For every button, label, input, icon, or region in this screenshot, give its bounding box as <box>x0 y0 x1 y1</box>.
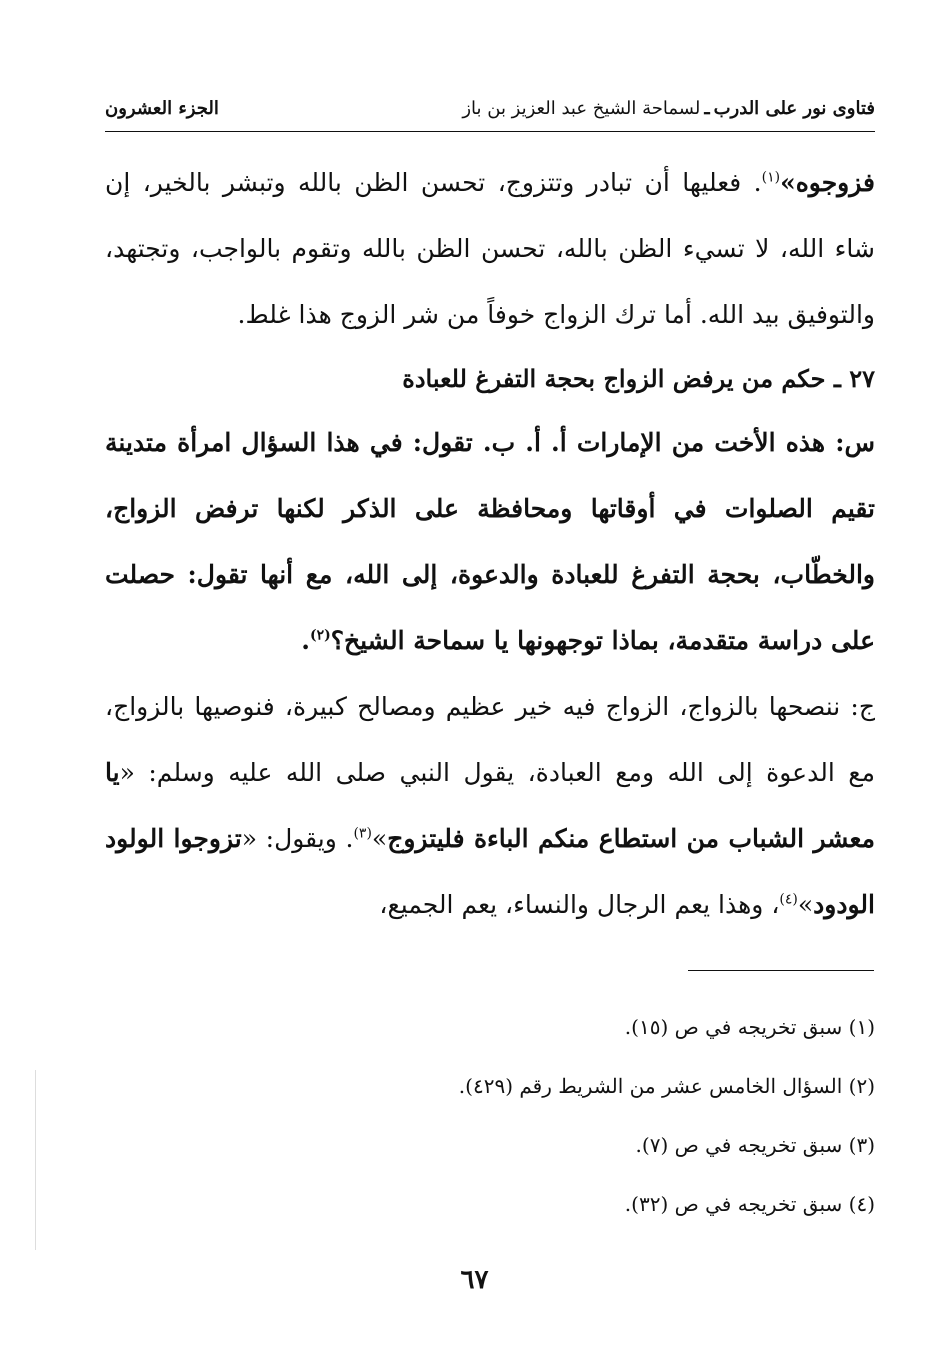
answer-text-3: ، وهذا يعم الرجال والنساء، يعم الجميع، <box>379 890 780 919</box>
question-paragraph <box>105 410 875 674</box>
volume-label: الجزء العشرون <box>105 98 219 119</box>
footnote-ref-2: (٢) <box>309 627 331 644</box>
footnote-ref-3: (٣) <box>353 825 372 842</box>
quote-end: فزوجوه» <box>780 168 875 197</box>
footnote-2: (٢) السؤال الخامس عشر من الشريط رقم (٤٢٩). <box>458 1074 875 1098</box>
answer-paragraph <box>105 674 875 938</box>
answer-text-1: ج: ننصحها بالزواج، الزواج فيه خير عظيم ومصالح كبيرة، فنوصيها بالزواج، مع الدعوة إلى الله ومع العبادة، يقول النبي صلى الله عليه وسلم: « <box>105 692 875 787</box>
header-volume <box>105 98 219 119</box>
question-label: س: <box>825 428 876 457</box>
footnote-3: (٣) سبق تخريجه في ص (٧). <box>635 1133 875 1157</box>
header-dash: ـ <box>704 98 710 119</box>
question-end: . <box>301 626 310 655</box>
footnote-ref-1: (١) <box>761 169 781 186</box>
intro-text: . فعليها أن تبادر وتتزوج، تحسن الظن بالله وتبشر بالخير، إن شاء الله، لا تسيء الظن بالله، تحسن الظن بالله وتقوم بالواجب، وتجتهد، والتوفيق بيد الله. أما ترك الزواج خوفاً من شر الزوج هذا غلط. <box>105 168 875 329</box>
main-text <box>105 150 875 938</box>
hadith-1-close: » <box>371 824 388 853</box>
footnote-separator <box>688 970 874 971</box>
running-header <box>105 92 875 132</box>
hadith-2-close: » <box>797 890 814 919</box>
footnote-4: (٤) سبق تخريجه في ص (٣٢). <box>624 1192 875 1216</box>
hadith-2: تزوجوا الولود الودود <box>105 824 875 919</box>
hadith-1: يا معشر الشباب من استطاع منكم الباءة فليتزوج <box>105 758 875 853</box>
section-heading: ٢٧ ـ حكم من يرفض الزواج بحجة التفرغ للعبادة <box>402 364 875 393</box>
footnotes <box>105 998 875 1234</box>
book-title: فتاوى نور على الدرب <box>713 98 875 119</box>
footnote-ref-4: (٤) <box>779 891 798 908</box>
answer-text-2: . ويقول: « <box>241 824 354 853</box>
intro-paragraph <box>105 150 875 348</box>
question-text: هذه الأخت من الإمارات أ. أ. ب. تقول: في هذا السؤال امرأة متدينة تقيم الصلوات في أوقاتها ومحافظة على الذكر لكنها ترفض الزواج، والخطّاب، بحجة التفرغ للعبادة والدعوة، إلى الله، مع أنها تقول: حصلت على دراسة متقدمة، بماذا توجهونها يا سماحة الشيخ؟ <box>105 428 875 655</box>
book-author: لسماحة الشيخ عبد العزيز بن باز <box>462 98 701 119</box>
header-book-info <box>462 98 875 119</box>
scan-edge-line <box>35 1070 36 1250</box>
page-number: ٦٧ <box>460 1265 489 1295</box>
footnote-1: (١) سبق تخريجه في ص (١٥). <box>624 1015 875 1039</box>
